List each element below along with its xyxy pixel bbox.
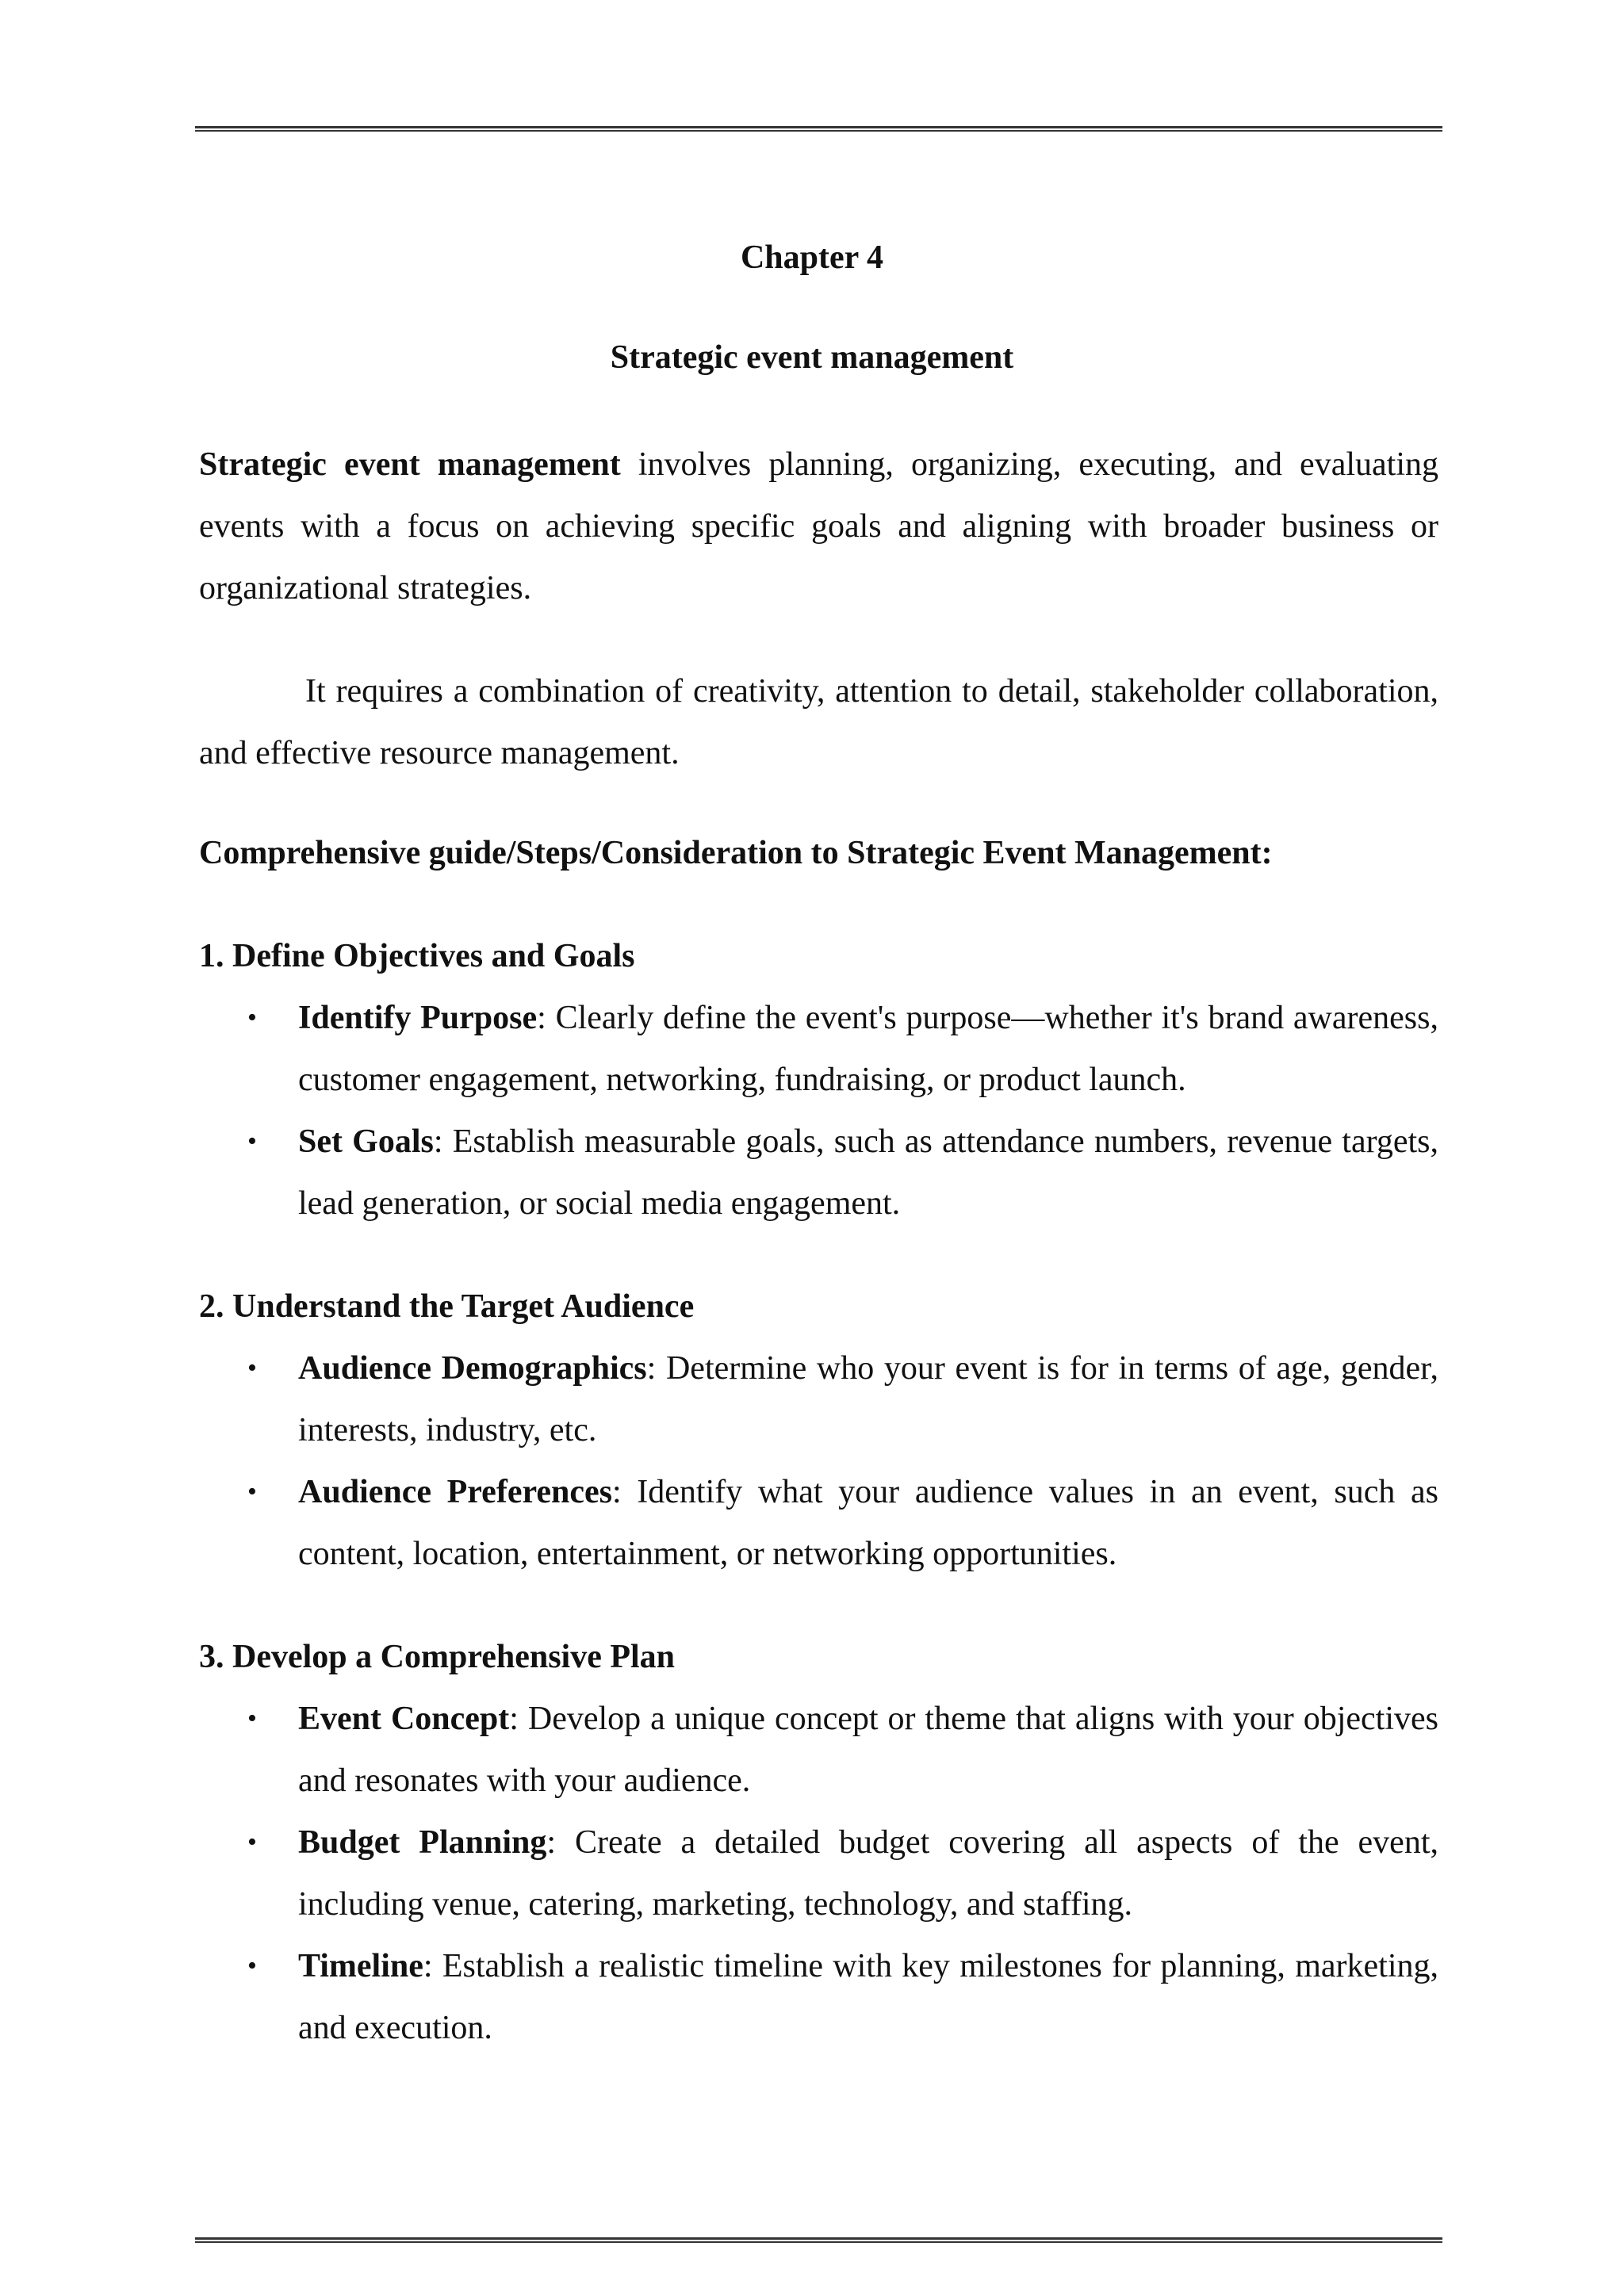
item-text: : Determine who your event is for in terms of age, gender, interests, industry, etc. bbox=[298, 1350, 1438, 1448]
item-text: : Develop a unique concept or theme that aligns with your objectives and resonates with your audience. bbox=[298, 1701, 1438, 1799]
section-heading: 2. Understand the Target Audience bbox=[199, 1288, 695, 1325]
section-plan bbox=[199, 1626, 1438, 2059]
item-text: : Establish a realistic timeline with key milestones for planning, marketing, and execution. bbox=[298, 1948, 1438, 2046]
item-term: Audience Demographics bbox=[298, 1350, 647, 1387]
page-body bbox=[199, 434, 1438, 2059]
list-item bbox=[298, 1812, 1438, 1935]
list-item bbox=[298, 1111, 1438, 1234]
guide-heading: Comprehensive guide/Steps/Consideration to Strategic Event Management: bbox=[199, 835, 1273, 871]
list-item bbox=[298, 987, 1438, 1111]
section-audience bbox=[199, 1276, 1438, 1585]
section-heading: 1. Define Objectives and Goals bbox=[199, 938, 635, 974]
intro-definition: involves planning, organizing, executing, and evaluating events with a focus on achieving specific goals and aligning with broader business or organizational strategies. bbox=[199, 446, 1438, 607]
item-term: Budget Planning bbox=[298, 1824, 547, 1861]
bullet-list bbox=[199, 1337, 1438, 1585]
list-item bbox=[298, 1461, 1438, 1585]
item-text: : Establish measurable goals, such as attendance numbers, revenue targets, lead generation, or social media engagement. bbox=[298, 1123, 1438, 1222]
section-objectives bbox=[199, 925, 1438, 1234]
list-item bbox=[298, 1688, 1438, 1812]
intro-term: Strategic event management bbox=[199, 446, 621, 483]
item-text: : Clearly define the event's purpose—whether it's brand awareness, customer engagement, networking, fundraising, or product launch. bbox=[298, 1000, 1438, 1098]
item-term: Identify Purpose bbox=[298, 1000, 538, 1036]
section-heading: 3. Develop a Comprehensive Plan bbox=[199, 1639, 676, 1675]
item-text: : Identify what your audience values in an event, such as content, location, entertainment, or networking opportunities. bbox=[298, 1474, 1438, 1572]
list-item bbox=[298, 1935, 1438, 2059]
item-term: Event Concept bbox=[298, 1701, 510, 1737]
intro-paragraph bbox=[199, 434, 1438, 619]
chapter-label: Chapter 4 bbox=[740, 239, 884, 276]
item-term: Timeline bbox=[298, 1948, 423, 1984]
requirements-paragraph: It requires a combination of creativity, attention to detail, stakeholder collaboration, and effective resource management. bbox=[199, 673, 1438, 771]
bullet-list bbox=[199, 987, 1438, 1234]
item-term: Audience Preferences bbox=[298, 1474, 612, 1510]
item-term: Set Goals bbox=[298, 1123, 434, 1160]
header-rule bbox=[195, 126, 1442, 132]
list-item bbox=[298, 1337, 1438, 1461]
chapter-title: Strategic event management bbox=[610, 339, 1014, 376]
bullet-list bbox=[199, 1688, 1438, 2059]
item-text: : Create a detailed budget covering all aspects of the event, including venue, catering, marketing, technology, and staffing. bbox=[298, 1824, 1438, 1923]
footer-rule bbox=[195, 2237, 1442, 2243]
